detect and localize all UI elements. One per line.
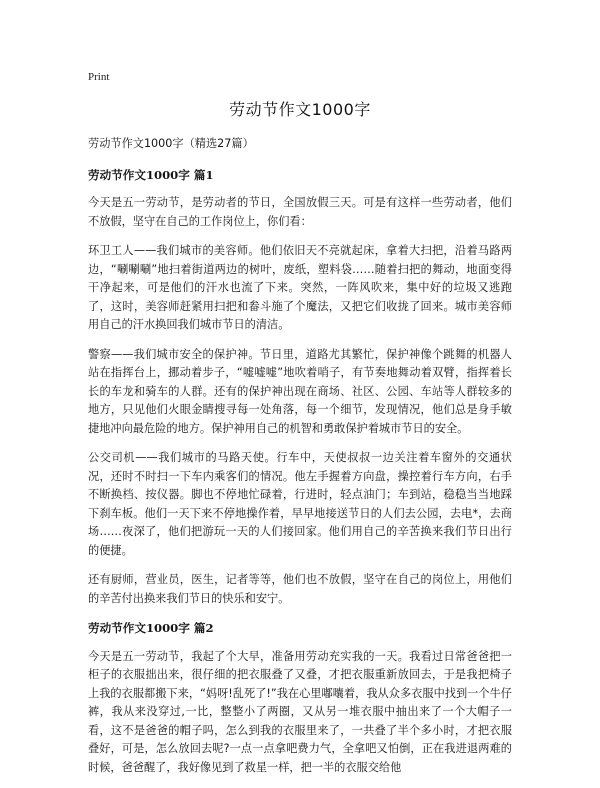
paragraph: 警察——我们城市安全的保护神。节日里，道路尤其繁忙，保护神像个跳舞的机器人站在指挥台上，挪动着步子，“嘘嘘嘘”地吹着哨子，有节奏地舞动着双臂，指挥着长长的车龙和骑车的人群。还有的保护神出现在商场、社区、公园、车站等人群较多的地方，只见他们火眼金睛搜寻每一处角落，每一个细节，发现情况，他们总是身手敏捷地冲向最危险的地方。保护神用自己的机智和勇敢保护着城市节日的安全。 bbox=[88, 347, 512, 435]
paragraph: 环卫工人——我们城市的美容师。他们依旧天不亮就起床，拿着大扫把，沿着马路两边，“唰唰唰”地扫着街道两边的树叶，废纸，塑料袋……随着扫把的舞动，地面变得干净起来，可是他们的汗水也流了下来。突然，一阵风吹来，集中好的垃圾又逃跑了，这时，美容师赶紧用扫把和畚斗施了个魔法，又把它们收拢了回来。城市美容师用自己的汗水换回我们城市节日的清洁。 bbox=[88, 244, 512, 331]
section-1-title: 劳动节作文1000字 篇1 bbox=[88, 167, 214, 182]
article-body bbox=[88, 135, 512, 788]
article-subtitle: 劳动节作文1000字（精选27篇） bbox=[88, 137, 254, 150]
paragraph: 今天是五一劳动节，是劳动者的节日，全国放假三天。可是有这样一些劳动者，他们不放假，坚守在自己的工作岗位上，你们看： bbox=[88, 196, 512, 228]
paragraph: 今天是五一劳动节，我起了个大早，准备用劳动充实我的一天。我看过日常爸爸把一柜子的衣服拙出来，很仔细的把衣服叠了又叠，才把衣服重新放回去，于是我把椅子上我的衣服都搬下来，“妈呀!乱死了!”我在心里嘟囔着，我从众多衣服中找到一个牛仔裤，我从来没穿过,一比，整整小了两圈，又从另一堆衣服中抽出来了一个大帽子一看，这不是爸爸的帽子吗，怎么到我的衣服里来了，一共叠了半个多小时，才把衣服叠好，可是，怎么放回去呢?一点一点拿吧费力气，全拿吧又怕倒，正在我进退两难的时候，爸爸醒了，我好像见到了救星一样，把一半的衣服交给他 bbox=[88, 649, 512, 774]
section-2-title: 劳动节作文1000字 篇2 bbox=[88, 621, 214, 635]
paragraph: 公交司机——我们城市的马路天使。行车中，天使叔叔一边关注着车窗外的交通状况，还时不时扫一下车内乘客们的情况。他左手握着方向盘，操控着行车方向，右手不断换档、按仪器。脚也不停地忙碌着，行进时，轻点油门；车到站，稳稳当当地踩下刹车板。他们一天下来不停地操作着，早早地接送节日的人们去公园，去电*，去商场……夜深了，他们把游玩一天的人们接回家。他们用自己的辛苦换来我们节日出行的便捷。 bbox=[88, 451, 512, 557]
paragraph: 还有厨师，营业员，医生，记者等等，他们也不放假，坚守在自己的岗位上，用他们的辛苦付出换来我们节日的快乐和安宁。 bbox=[88, 573, 512, 605]
print-link[interactable]: Print bbox=[88, 71, 110, 83]
page-title: 劳动节作文1000字 bbox=[229, 100, 371, 119]
